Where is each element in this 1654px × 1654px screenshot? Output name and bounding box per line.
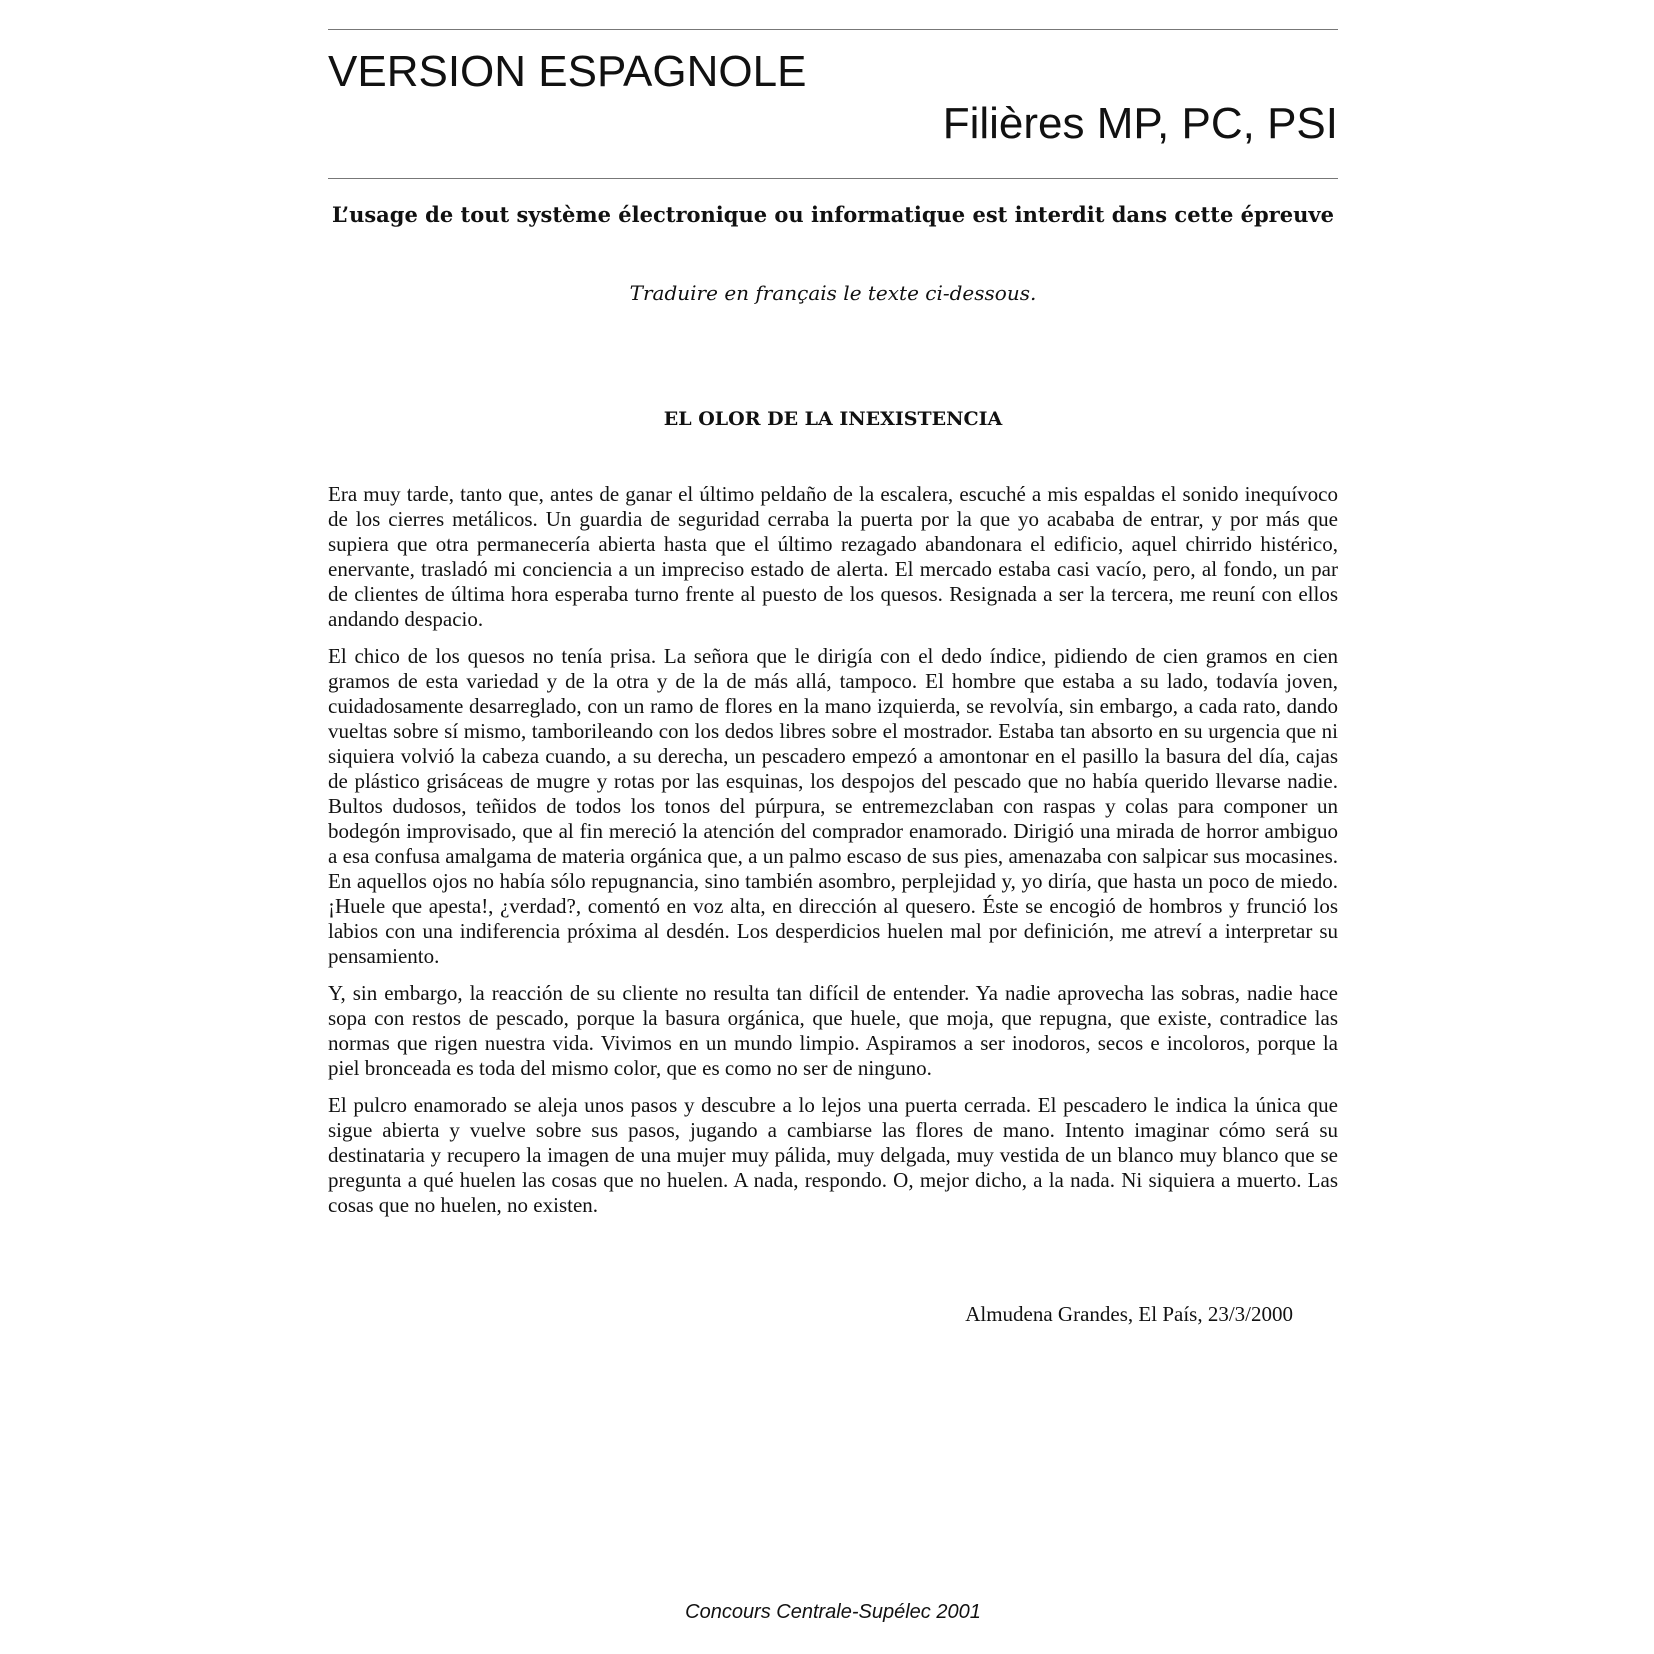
paragraph-1: Era muy tarde, tanto que, antes de ganar el último peldaño de la escalera, escuché a mis espaldas el sonido inequívoco de los cierres metálicos. Un guardia de seguridad cerraba la puerta por la que yo acababa de entrar, y por más que supiera que otra permanecería abierta hasta que el último rezagado abandonara el edificio, aquel chirrido histérico, enervante, trasladó mi conciencia a un impreciso estado de alerta. El mercado estaba casi vacío, pero, al fondo, un par de clientes de última hora esperaba turno frente al puesto de los quesos. Resignada a ser la tercera, me reuní con ellos andando despacio.	[328, 482, 1338, 631]
filieres-label: Filières MP, PC, PSI	[942, 99, 1338, 148]
page-footer: Concours Centrale-Supélec 2001	[685, 1601, 981, 1623]
translation-instruction: Traduire en français le texte ci-dessous.	[629, 281, 1037, 305]
text-body	[328, 482, 1338, 1230]
paragraph-3: Y, sin embargo, la reacción de su cliente no resulta tan difícil de entender. Ya nadie aprovecha las sobras, nadie hace sopa con restos de pescado, porque la basura orgánica, que huele, que moja, que repugna, que existe, contradice las normas que rigen nuestra vida. Vivimos en un mundo limpio. Aspiramos a ser inodoros, secos e incoloros, porque la piel bronceada es toda del mismo color, que es como no ser de ninguno.	[328, 981, 1338, 1080]
electronic-devices-warning: L’usage de tout système électronique ou informatique est interdit dans cette épreuve	[332, 202, 1334, 227]
paragraph-2: El chico de los quesos no tenía prisa. La señora que le dirigía con el dedo índice, pidiendo de cien gramos en cien gramos de esta variedad y de la otra y de la de más allá, tampoco. El hombre que estaba a su lado, todavía joven, cuidadosamente desarreglado, con un ramo de flores en la mano izquierda, se revolvía, sin embargo, a cada rato, dando vueltas sobre sí mismo, tamborileando con los dedos libres sobre el mostrador. Estaba tan absorto en su urgencia que ni siquiera volvió la cabeza cuando, a su derecha, un pescadero empezó a amontonar en el pasillo la basura del día, cajas de plástico grisáceas de mugre y rotas por las esquinas, los despojos del pescado que no había querido llevarse nadie. Bultos dudosos, teñidos de todos los tonos del púrpura, se entremezclaban con raspas y colas para componer un bodegón improvisado, que al fin mereció la atención del comprador enamorado. Dirigió una mirada de horror ambiguo a esa confusa amalgama de materia orgánica que, a un palmo escaso de sus pies, amenazaba con salpicar sus mocasines. En aquellos ojos no había sólo repugnancia, sino también asombro, perplejidad y, yo diría, que hasta un poco de miedo. ¡Huele que apesta!, ¿verdad?, comentó en voz alta, en dirección al quesero. Éste se encogió de hombros y frunció los labios con una indiferencia próxima al desdén. Los desperdicios huelen mal por definición, me atreví a interpretar su pensamiento.	[328, 644, 1338, 968]
header-divider	[328, 178, 1338, 179]
exam-page	[328, 0, 1338, 1654]
exam-title: VERSION ESPAGNOLE	[328, 47, 807, 96]
top-divider	[328, 29, 1338, 30]
paragraph-4: El pulcro enamorado se aleja unos pasos y descubre a lo lejos una puerta cerrada. El pescadero le indica la única que sigue abierta y vuelve sobre sus pasos, jugando a cambiarse las flores de mano. Intento imaginar cómo será su destinataria y recupero la imagen de una mujer muy pálida, muy delgada, muy vestida de un blanco muy blanco que se pregunta a qué huelen las cosas que no huelen. A nada, respondo. O, mejor dicho, a la nada. Ni siquiera a muerto. Las cosas que no huelen, no existen.	[328, 1093, 1338, 1217]
text-title: EL OLOR DE LA INEXISTENCIA	[663, 408, 1003, 430]
author-signature: Almudena Grandes, El País, 23/3/2000	[965, 1302, 1293, 1326]
